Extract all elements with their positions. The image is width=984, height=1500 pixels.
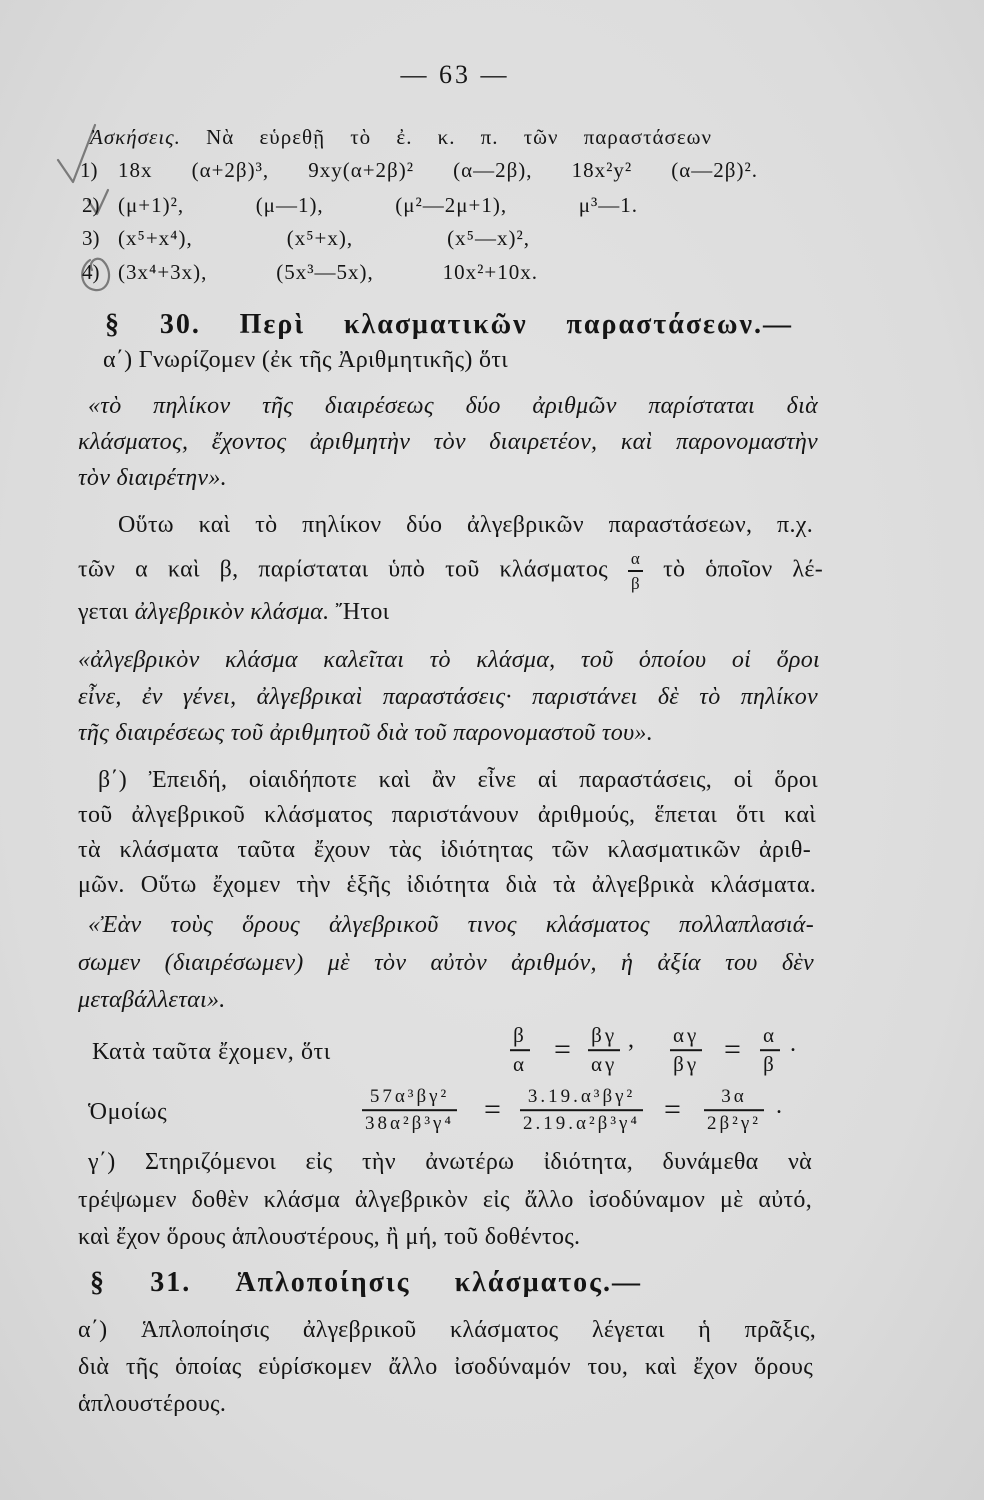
fraction-numerator: βγ <box>591 1023 618 1048</box>
fraction <box>510 1025 530 1075</box>
exercise-label: 3) <box>82 226 100 250</box>
section-heading <box>105 307 793 343</box>
fraction-numerator: α <box>763 1023 778 1048</box>
exercise-text: (3x⁴+3x), (5x³—5x), 10x²+10x. <box>118 260 538 284</box>
fraction-numerator: 3.19.α³βγ² <box>527 1086 636 1108</box>
equals-sign: = <box>484 1093 501 1126</box>
quote-line: «τὸ πηλίκον τῆς διαιρέσεως δύο ἀριθμῶν παρίσταται διὰ <box>88 393 818 419</box>
exercise-label: 4) <box>82 260 100 284</box>
section-heading <box>90 1265 642 1301</box>
fraction-denominator: 2β²γ² <box>707 1112 761 1134</box>
fraction-numerator: α <box>630 549 641 568</box>
equals-sign: = <box>554 1033 571 1066</box>
paragraph-line <box>78 595 823 629</box>
quote-line: «Ἐὰν τοὺς ὅρους ἀλγεβρικοῦ τινος κλάσματος πολλαπλασιά- <box>88 912 814 938</box>
fraction-denominator: α <box>513 1051 528 1076</box>
fraction-bar <box>510 1049 530 1051</box>
fraction-bar <box>704 1109 764 1111</box>
paragraph-label: α΄) <box>103 347 133 373</box>
section-title: Ἁπλοποίησις κλάσματος.— <box>235 1267 642 1298</box>
paragraph-line: Οὕτω καὶ τὸ πηλίκον δύο ἀλγεβρικῶν παραστάσεων, π.χ. <box>118 512 813 538</box>
example-label: Ὁμοίως <box>88 1099 168 1125</box>
paragraph-label: α΄) <box>78 1317 108 1343</box>
fraction-numerator: 3α <box>721 1086 747 1108</box>
exercise-text: 18x (α+2β)³, 9xy(α+2β)² (α—2β), 18x²y² (α—2β)². <box>118 158 758 182</box>
exercises-intro-text: Νὰ εὑρεθῇ τὸ ἐ. κ. π. τῶν παραστάσεων <box>206 125 712 149</box>
fraction-denominator: β <box>631 573 640 593</box>
exercises-heading: Ἀσκήσεις. <box>90 125 181 149</box>
inline-fraction <box>628 550 643 592</box>
fraction-denominator: 2.19.α²β³γ⁴ <box>523 1112 641 1134</box>
fraction <box>670 1025 702 1075</box>
paragraph-line <box>98 763 818 797</box>
paragraph-text: τῶν α καὶ β, παρίσταται ὑπὸ τοῦ κλάσματος <box>78 556 608 583</box>
fraction-denominator: β <box>763 1051 777 1076</box>
equals-sign: = <box>664 1093 681 1126</box>
paragraph-line <box>78 1313 816 1347</box>
paragraph-text: Γνωρίζομεν (ἐκ τῆς Ἀριθμητικῆς) ὅτι <box>138 347 508 373</box>
page-number: — 63 — <box>400 60 510 89</box>
exercise-label: 1) <box>80 158 98 182</box>
fraction <box>704 1087 764 1133</box>
quote-line: σωμεν (διαιρέσωμεν) μὲ τὸν αὐτὸν ἀριθμόν, ἡ ἀξία του δὲν <box>78 950 814 976</box>
fraction-bar <box>520 1109 643 1111</box>
fraction <box>588 1025 620 1075</box>
quote-line: μεταβάλλεται». <box>78 987 226 1013</box>
exercises-intro <box>90 122 712 152</box>
paragraph-line <box>88 1145 812 1179</box>
equation-row <box>0 1085 984 1135</box>
quote-line: κλάσματος, ἔχοντος ἀριθμητὴν τὸν διαιρετέον, καὶ παρονομαστὴν <box>78 429 818 455</box>
exercise-text: (μ+1)², (μ—1), (μ²—2μ+1), μ³—1. <box>118 193 638 217</box>
fraction-bar <box>588 1049 620 1051</box>
paragraph-label: γ΄) <box>88 1149 116 1175</box>
exercise-text: (x⁵+x⁴), (x⁵+x), (x⁵—x)², <box>118 226 530 250</box>
fraction-bar <box>670 1049 702 1051</box>
paragraph-line: ἁπλουστέρους. <box>78 1391 227 1417</box>
fraction <box>520 1087 643 1133</box>
fraction-bar <box>628 570 643 572</box>
paragraph-line <box>103 343 803 377</box>
paragraph-text: τὸ ὁποῖον λέ- <box>663 556 824 583</box>
fraction-denominator: βγ <box>673 1051 700 1076</box>
fraction-bar <box>760 1049 780 1051</box>
example-label: Κατὰ ταῦτα ἔχομεν, ὅτι <box>92 1039 331 1065</box>
section-title: Περὶ κλασματικῶν παραστάσεων.— <box>239 309 793 340</box>
defined-term: ἀλγεβρικὸν κλάσμα. <box>134 599 330 625</box>
fraction-denominator: αγ <box>591 1051 618 1076</box>
exercise-label: 2) <box>82 193 100 217</box>
quote-line: εἶνε, ἐν γένει, ἀλγεβρικαὶ παραστάσεις· παριστάνει δὲ τὸ πηλίκον <box>78 684 818 710</box>
paragraph-line: τὰ κλάσματα ταῦτα ἔχουν τὰς ἰδιότητας τῶν κλασματικῶν ἀριθ- <box>78 837 811 863</box>
fraction <box>760 1025 780 1075</box>
period-sign: . <box>776 1093 782 1119</box>
section-number: § 30. <box>105 309 201 340</box>
quote-line: τῆς διαιρέσεως τοῦ ἀριθμητοῦ διὰ τοῦ παρονομαστοῦ του». <box>78 720 654 746</box>
fraction-denominator: 38α²β³γ⁴ <box>365 1112 455 1134</box>
paragraph-line: τοῦ ἀλγεβρικοῦ κλάσματος παριστάνουν ἀριθμούς, ἕπεται ὅτι καὶ <box>78 802 816 828</box>
equals-sign: = <box>724 1033 741 1066</box>
paragraph-text: Ἁπλοποίησις ἀλγεβρικοῦ κλάσματος λέγεται ἡ πρᾶξις, <box>140 1317 816 1343</box>
paragraph-text: Στηριζόμενοι εἰς τὴν ἀνωτέρω ἰδιότητα, δυνάμεθα νὰ <box>144 1149 812 1175</box>
comma-sign: , <box>628 1027 634 1053</box>
paragraph-line: διὰ τῆς ὁποίας εὑρίσκομεν ἄλλο ἰσοδύναμόν του, καὶ ἔχον ὅρους <box>78 1354 813 1380</box>
paragraph-text: Ἤτοι <box>335 599 390 625</box>
fraction-numerator: β <box>513 1023 527 1048</box>
period-sign: . <box>790 1031 796 1057</box>
fraction-numerator: αγ <box>673 1023 700 1048</box>
equation-row <box>0 1025 984 1075</box>
paragraph-text: γεται <box>78 599 129 625</box>
fraction-numerator: 57α³βγ² <box>369 1086 450 1108</box>
quote-line: τὸν διαιρέτην». <box>78 465 227 491</box>
section-number: § 31. <box>90 1267 192 1298</box>
fraction-bar <box>362 1109 457 1111</box>
quote-line: «ἀλγεβρικὸν κλάσμα καλεῖται τὸ κλάσμα, τοῦ ὁποίου οἱ ὅροι <box>78 647 820 673</box>
paragraph-text: Ἐπειδή, οἱαιδήποτε καὶ ἂν εἶνε αἱ παραστάσεις, οἱ ὅροι <box>148 767 818 793</box>
paragraph-line: μῶν. Οὕτω ἔχομεν τὴν ἑξῆς ἰδιότητα διὰ τὰ ἀλγεβρικὰ κλάσματα. <box>78 872 816 898</box>
paragraph-line <box>78 549 824 593</box>
paragraph-line: καὶ ἔχον ὅρους ἁπλουστέρους, ἢ μή, τοῦ δοθέντος. <box>78 1224 581 1250</box>
paragraph-line: τρέψωμεν δοθὲν κλάσμα ἀλγεβρικὸν εἰς ἄλλο ἰσοδύναμον μὲ αὐτό, <box>78 1187 812 1213</box>
fraction <box>362 1087 457 1133</box>
paragraph-label: β΄) <box>98 767 128 793</box>
